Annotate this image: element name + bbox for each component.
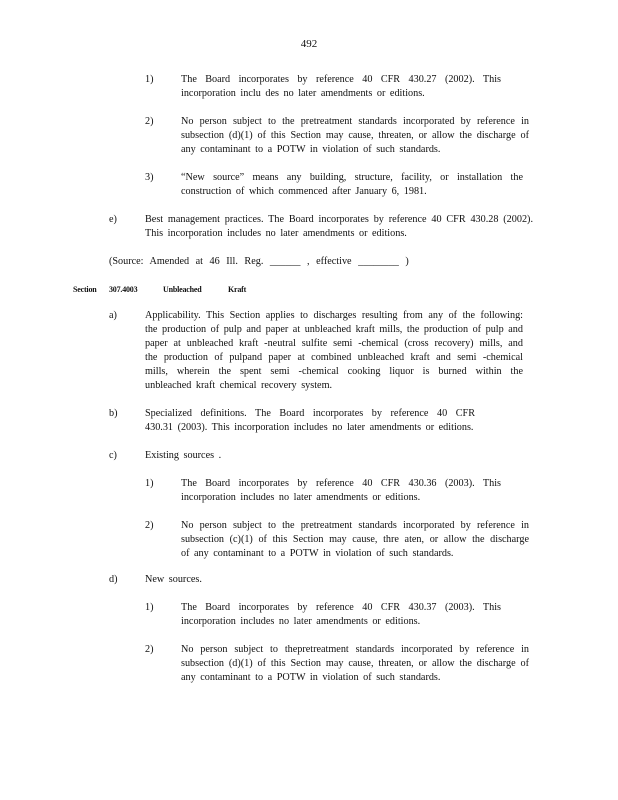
item-text: Specialized definitions. The Board incorporates by reference 40 CFR 430.31 (2003). This incorporation includes no later amendments or editions.: [145, 408, 475, 433]
section-number: 307.4003: [109, 285, 138, 294]
item-text: No person subject to the pretreatment standards incorporated by reference in subsection (d)(1) of this Section may cause, threaten, or allow the discharge of any contaminant to a POTW in violation of such standards.: [181, 116, 529, 155]
item-text: New sources.: [145, 574, 202, 585]
item-letter: b): [109, 408, 118, 419]
item-number: 1): [145, 602, 154, 613]
item-number: 2): [145, 644, 154, 655]
item-text: No person subject to thepretreatment standards incorporated by reference in subsection (d)(1) of this Section may cause, threaten, or allow the discharge of any contaminant to a POTW in violation of such standards.: [181, 644, 529, 683]
section-title-word: Kraft: [228, 285, 247, 294]
item-text: The Board incorporates by reference 40 CFR 430.37 (2003). This incorporation includes no later amendments or editions.: [181, 602, 501, 627]
item-number: 2): [145, 116, 154, 127]
item-text: Applicability. This Section applies to discharges resulting from any of the following: the production of pulp and paper at unbleached kraft mills, the production of pulp and paper at unbleached kraft -neutral sulfite semi -chemical (cross recovery) mills, and the production of pulpand paper at combined unbleached kraft and semi -chemical mills, wherein the spent semi -chemical cooking liquor is burned within the unbleached kraft chemical recovery system.: [145, 310, 523, 391]
item-number: 3): [145, 172, 154, 183]
item-text: Best management practices. The Board incorporates by reference 40 CFR 430.28 (2002). This incorporation includes no later amendments or editions.: [145, 214, 533, 239]
item-text: The Board incorporates by reference 40 CFR 430.27 (2002). This incorporation inclu des no later amendments or editions.: [181, 74, 501, 99]
item-text: No person subject to the pretreatment standards incorporated by reference in subsection (c)(1) of this Section may cause, thre aten, or allow the discharge of any contaminant to a POTW in violation of such standards.: [181, 520, 529, 559]
item-text: “New source” means any building, structure, facility, or installation the construction of which commenced after January 6, 1981.: [181, 172, 523, 197]
item-letter: e): [109, 214, 117, 225]
item-letter: a): [109, 310, 117, 321]
item-number: 1): [145, 74, 154, 85]
item-letter: d): [109, 574, 118, 585]
item-letter: c): [109, 450, 117, 461]
source-note: (Source: Amended at 46 Ill. Reg. ______ , effective ________ ): [109, 256, 409, 267]
item-text: The Board incorporates by reference 40 CFR 430.36 (2003). This incorporation includes no later amendments or editions.: [181, 478, 501, 503]
item-number: 2): [145, 520, 154, 531]
item-text: Existing sources .: [145, 450, 222, 461]
item-number: 1): [145, 478, 154, 489]
section-title-word: Unbleached: [163, 285, 202, 294]
page-number: 492: [300, 38, 318, 50]
section-label: Section: [73, 285, 97, 294]
